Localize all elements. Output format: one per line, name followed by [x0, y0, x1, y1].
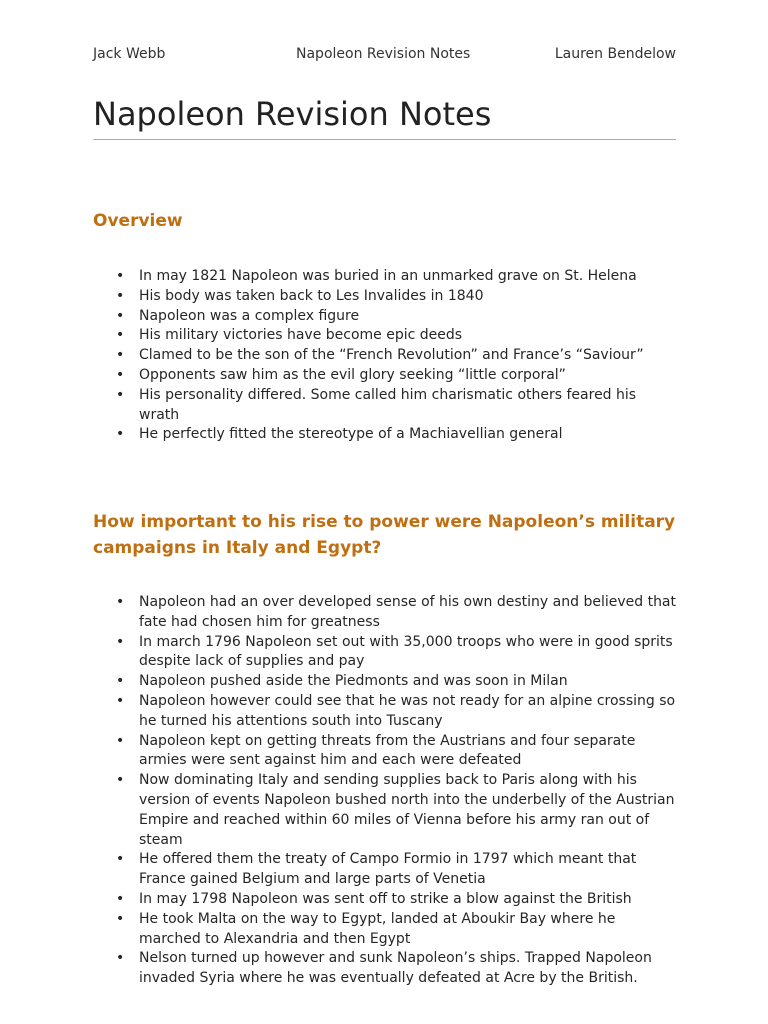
- header-author-right: Lauren Bendelow: [554, 46, 676, 62]
- bullet-icon: •: [116, 287, 125, 304]
- list-item-text: His personality differed. Some called him charismatic others feared his wrath: [139, 386, 637, 423]
- bullet-icon: •: [116, 268, 125, 284]
- list-item-text: He took Malta on the way to Egypt, landed at Aboukir Bay where he marched to Alexandria and then Egypt: [139, 910, 616, 947]
- list-item-text: His body was taken back to Les Invalides in 1840: [139, 287, 484, 304]
- bullet-icon: •: [116, 366, 125, 383]
- list-item: [93, 732, 676, 772]
- list-item: [93, 910, 676, 950]
- list-item: [93, 307, 676, 327]
- list-item-text: Napoleon was a complex figure: [139, 307, 360, 324]
- bullet-icon: •: [116, 347, 125, 364]
- list-item: [93, 633, 676, 673]
- list-item: [93, 386, 676, 426]
- list-item-text: He perfectly fitted the stereotype of a Machiavellian general: [139, 426, 563, 443]
- bullet-icon: •: [116, 633, 125, 650]
- list-item-text: Napoleon however could see that he was not ready for an alpine crossing so he turned his attentions south into Tuscany: [139, 692, 676, 729]
- header-author-left: Jack Webb: [93, 46, 166, 62]
- title-divider: [93, 139, 676, 140]
- bullet-icon: •: [116, 890, 125, 907]
- list-item: [93, 890, 676, 910]
- list-item-text: His military victories have become epic deeds: [139, 327, 463, 344]
- page-title: Napoleon Revision Notes: [93, 95, 492, 133]
- list-item: [93, 287, 676, 307]
- bullet-icon: •: [116, 307, 125, 324]
- bullet-icon: •: [116, 692, 125, 709]
- list-item: [93, 267, 676, 287]
- list-item-text: Opponents saw him as the evil glory seeking “little corporal”: [139, 366, 566, 383]
- list-item: [93, 366, 676, 386]
- bullet-icon: •: [116, 851, 125, 868]
- bullet-icon: •: [116, 910, 125, 927]
- list-item-text: Nelson turned up however and sunk Napoleon’s ships. Trapped Napoleon invaded Syria where he was eventually defeated at Acre by the British.: [139, 950, 652, 987]
- page-header: [93, 46, 676, 64]
- list-item: [93, 593, 676, 633]
- bullet-icon: •: [116, 426, 125, 443]
- list-item-text: In may 1798 Napoleon was sent off to strike a blow against the British: [139, 890, 632, 907]
- section-heading-italy-egypt: How important to his rise to power were Napoleon’s military campaigns in Italy and Egypt?: [93, 512, 676, 558]
- bullet-icon: •: [116, 732, 125, 749]
- list-item: [93, 425, 676, 445]
- list-item-text: Napoleon had an over developed sense of his own destiny and believed that fate had chosen him for greatness: [139, 594, 677, 630]
- bullet-icon: •: [116, 327, 125, 344]
- list-item: [93, 771, 676, 850]
- list-item-text: Napoleon pushed aside the Piedmonts and was soon in Milan: [139, 673, 568, 690]
- list-item-text: Napoleon kept on getting threats from the Austrians and four separate armies were sent against him and each were defeated: [139, 732, 636, 769]
- list-item-text: In may 1821 Napoleon was buried in an unmarked grave on St. Helena: [139, 268, 637, 284]
- section-heading-overview: Overview: [93, 211, 183, 231]
- campaigns-bullet-list: [93, 593, 676, 989]
- list-item-text: Clamed to be the son of the “French Revolution” and France’s “Saviour”: [139, 347, 644, 364]
- bullet-icon: •: [116, 950, 125, 967]
- list-item: [93, 672, 676, 692]
- list-item: [93, 692, 676, 732]
- list-item-text: He offered them the treaty of Campo Formio in 1797 which meant that France gained Belgium and large parts of Venetia: [139, 851, 637, 888]
- bullet-icon: •: [116, 673, 125, 690]
- overview-bullet-list: [93, 267, 676, 445]
- list-item: [93, 949, 676, 989]
- header-doc-title: Napoleon Revision Notes: [296, 46, 471, 62]
- bullet-icon: •: [116, 594, 125, 610]
- bullet-icon: •: [116, 772, 125, 789]
- list-item-text: Now dominating Italy and sending supplies back to Paris along with his version of events Napoleon bushed north into the underbelly of the Austrian Empire and reached within 60 miles of Vienna before his army ran out of steam: [139, 772, 675, 848]
- list-item: [93, 346, 676, 366]
- bullet-icon: •: [116, 386, 125, 403]
- list-item: [93, 326, 676, 346]
- list-item-text: In march 1796 Napoleon set out with 35,000 troops who were in good sprits despite lack of supplies and pay: [139, 633, 673, 670]
- list-item: [93, 850, 676, 890]
